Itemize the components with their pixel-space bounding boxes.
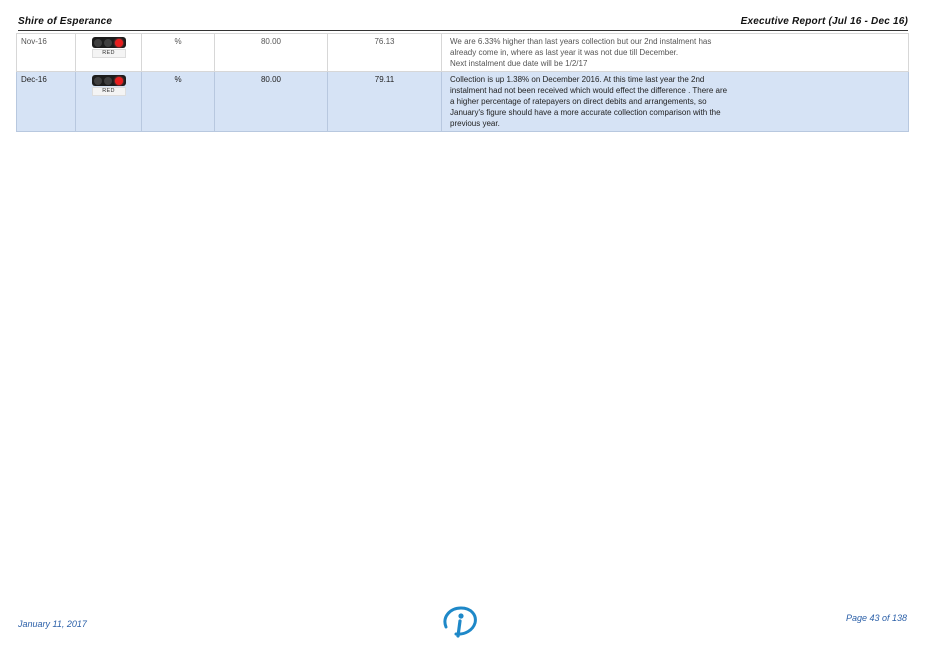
comment-line: Collection is up 1.38% on December 2016. At this time last year the 2nd — [450, 75, 705, 84]
comment-line: January's figure should have a more accurate collection comparison with the — [450, 108, 721, 117]
report-date: January 11, 2017 — [18, 619, 87, 629]
comment-cell — [442, 34, 909, 72]
unit-cell: % — [142, 34, 215, 72]
status-label: RED — [92, 49, 126, 58]
lamp-off-icon — [94, 77, 102, 85]
target-cell: 80.00 — [215, 72, 328, 132]
traffic-light-icon — [92, 37, 126, 58]
unit-cell: % — [142, 72, 215, 132]
comment-line: Next instalment due date will be 1/2/17 — [450, 59, 588, 68]
traffic-light-icon — [92, 75, 126, 96]
organisation-name: Shire of Esperance — [18, 16, 113, 27]
page-number: Page 43 of 138 — [845, 613, 907, 623]
period-cell: Nov-16 — [17, 34, 76, 72]
comment-line: a higher percentage of ratepayers on direct debits and arrangements, so — [450, 97, 707, 106]
traffic-light-cell — [76, 72, 142, 132]
lamp-off-icon — [104, 77, 112, 85]
target-cell: 80.00 — [215, 34, 328, 72]
comment-line: We are 6.33% higher than last years collection but our 2nd instalment has — [450, 37, 712, 46]
comment-line: previous year. — [450, 119, 500, 128]
period-cell: Dec-16 — [17, 72, 76, 132]
report-title: Executive Report (Jul 16 - Dec 16) — [740, 16, 908, 27]
comment-line: instalment had not been received which would effect the difference . There are — [450, 86, 728, 95]
status-label: RED — [92, 87, 126, 96]
kpi-table — [16, 33, 909, 132]
table-row — [17, 34, 909, 72]
comment-cell — [442, 72, 909, 132]
traffic-light-cell — [76, 34, 142, 72]
table-row — [17, 72, 909, 132]
comment-line: already come in, where as last year it was not due till December. — [450, 48, 679, 57]
lamp-off-icon — [94, 39, 102, 47]
page-header — [18, 14, 908, 31]
actual-cell: 79.11 — [328, 72, 442, 132]
lamp-off-icon — [104, 39, 112, 47]
actual-cell: 76.13 — [328, 34, 442, 72]
lamp-red-icon — [115, 39, 123, 47]
lamp-red-icon — [115, 77, 123, 85]
info-i-logo-icon — [440, 605, 478, 639]
